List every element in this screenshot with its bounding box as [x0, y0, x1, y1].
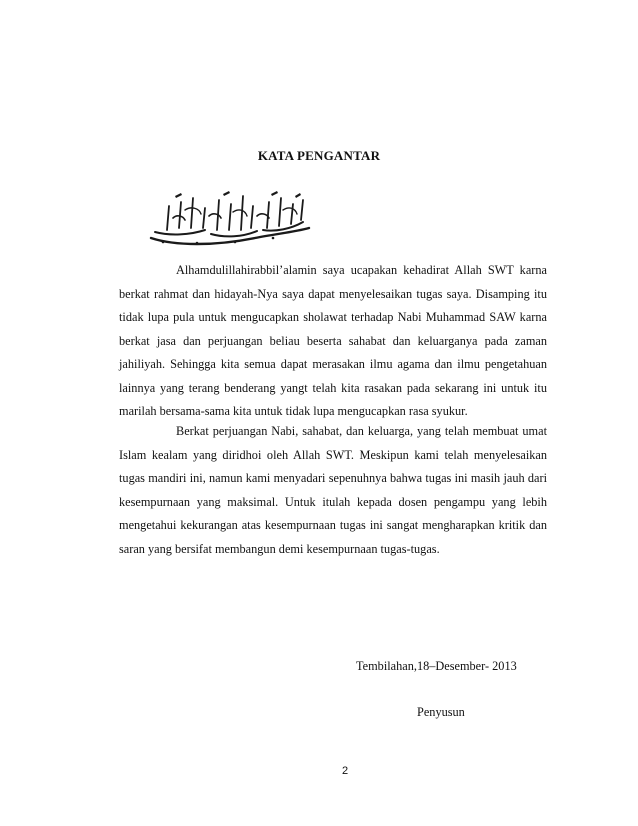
paragraph-2-text: Berkat perjuangan Nabi, sahabat, dan keluarga, yang telah membuat umat Islam kealam yang diridhoi oleh Allah SWT. Meskipun kami telah menyelesaikan tugas mandiri ini, namun kami menyadari sepenuhnya bahwa tugas ini masih jauh dari kesempurnaan yang maksimal. Untuk itulah kepada dosen pengampu yang lebih mengetahui kekurangan atas kesempurnaan tugas ini sangat mengharapkan kritik dan saran yang bersifat membangun demi kesempurnaan tugas-tugas.	[119, 424, 547, 556]
page-title: KATA PENGANTAR	[257, 148, 381, 163]
paragraph-2	[119, 420, 547, 561]
paragraph-1-text: Alhamdulillahirabbil’alamin saya ucapakan kehadirat Allah SWT karna berkat rahmat dan hidayah-Nya saya dapat menyelesaikan tugas saya. Disamping itu tidak lupa pula untuk mengucapkan sholawat terhadap Nabi Muhammad SAW karna berkat jasa dan perjuangan beliau beserta sahabat dan keluarganya pada zaman jahiliyah. Sehingga kita semua dapat merasakan ilmu agama dan ilmu pengetahuan lainnya yang terang benderang yangt telah kita rasakan pada sekarang ini untuk itu marilah bersama-sama kita untuk tidak lupa mengucapkan rasa syukur.	[119, 263, 547, 418]
basmala-calligraphy-image	[145, 188, 313, 250]
signature-place-date: Tembilahan,18–Desember- 2013	[356, 659, 517, 673]
page-number: 2	[341, 765, 349, 777]
signature-author: Penyusun	[417, 705, 465, 719]
paragraph-1	[119, 259, 547, 424]
